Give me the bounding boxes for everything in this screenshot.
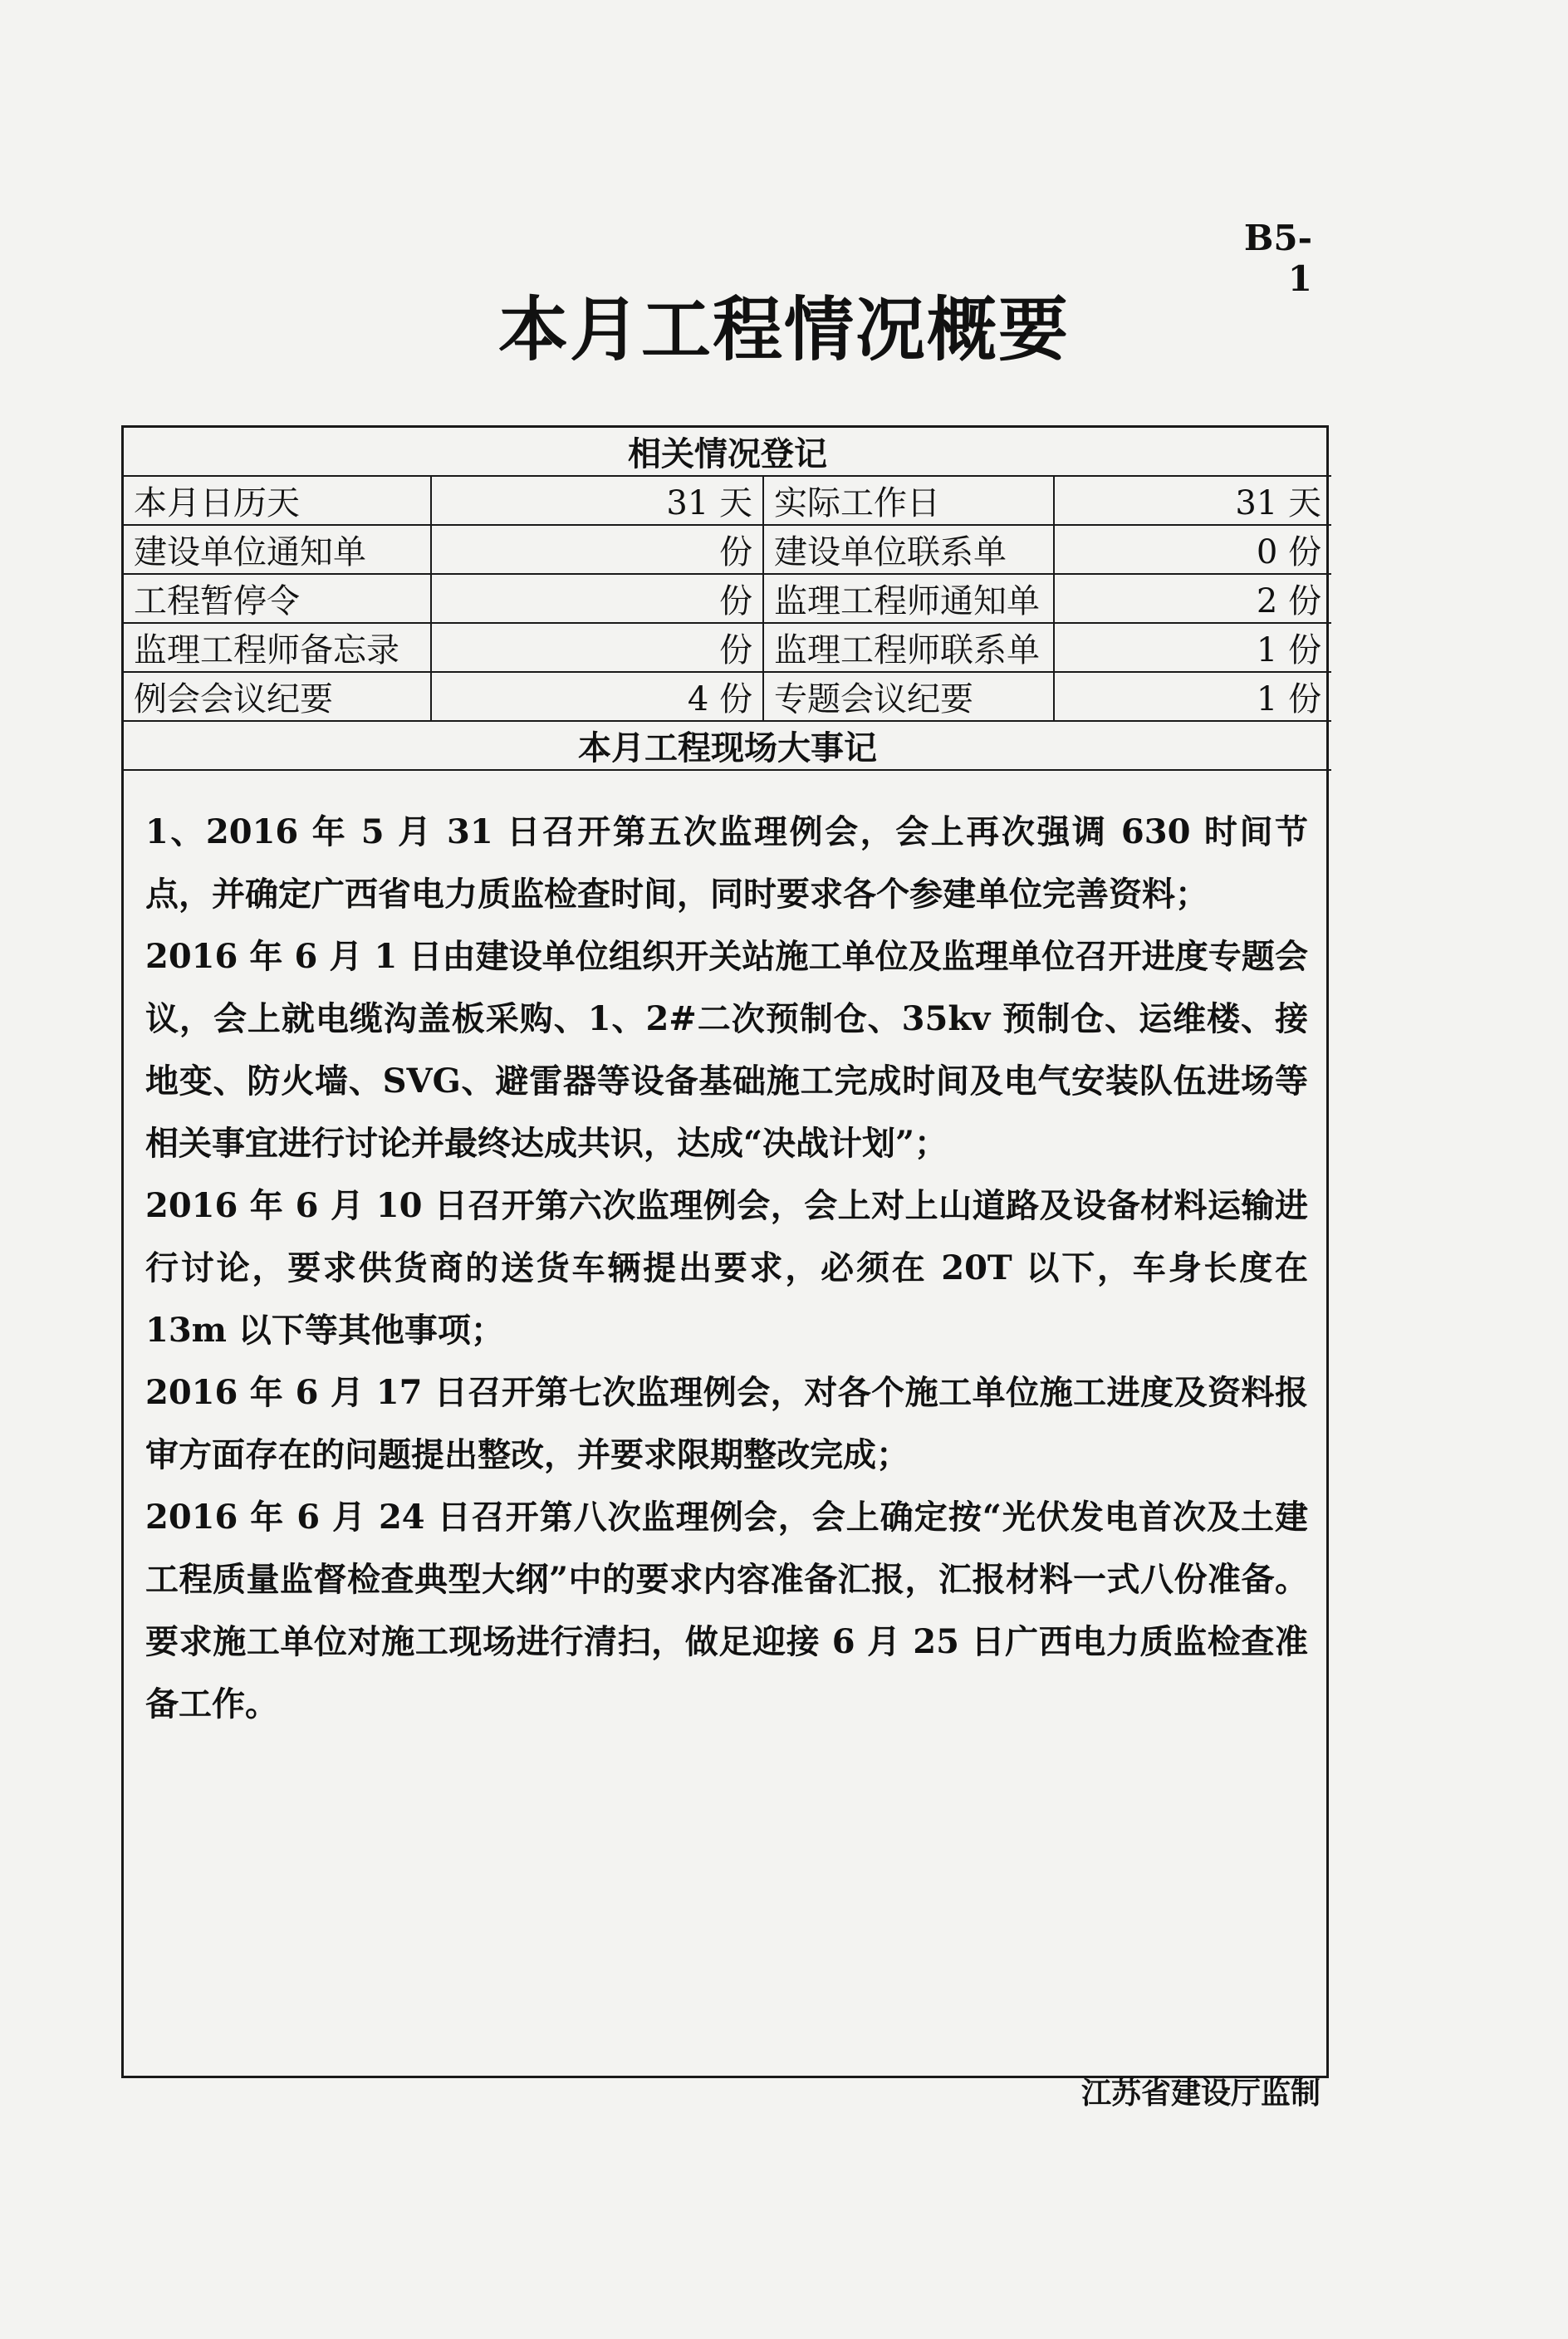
event-paragraph: 2016 年 6 月 10 日召开第六次监理例会，会上对上山道路及设备材料运输进行讨论，要求供货商的送货车辆提出要求，必须在 20T 以下，车身长度在 13m 以下等其他事项； (145, 1186, 1308, 1350)
special-minutes-label: 专题会议纪要 (763, 672, 1054, 721)
engineer-notice-label: 监理工程师通知单 (763, 574, 1054, 623)
calendar-days-value: 31 天 (431, 476, 763, 525)
work-days-value: 31 天 (1054, 476, 1331, 525)
registration-heading: 相关情况登记 (124, 428, 1331, 476)
table-row (124, 525, 1331, 574)
engineer-memo-label: 监理工程师备忘录 (124, 623, 431, 672)
owner-notice-label: 建设单位通知单 (124, 525, 431, 574)
special-minutes-value: 1 份 (1054, 672, 1331, 721)
table-row (124, 476, 1331, 525)
issuer-footer: 江苏省建设厅监制 (1080, 2077, 1321, 2111)
calendar-days-label: 本月日历天 (124, 476, 431, 525)
owner-contact-label: 建设单位联系单 (763, 525, 1054, 574)
work-days-label: 实际工作日 (763, 476, 1054, 525)
events-heading: 本月工程现场大事记 (124, 721, 1331, 770)
event-paragraph: 1、2016 年 5 月 31 日召开第五次监理例会，会上再次强调 630 时间节点，并确定广西省电力质监检查时间，同时要求各个参建单位完善资料； (145, 812, 1308, 914)
event-paragraph: 2016 年 6 月 1 日由建设单位组织开关站施工单位及监理单位召开进度专题会议，会上就电缆沟盖板采购、1、2#二次预制仓、35kv 预制仓、运维楼、接地变、防火墙、SVG、避雷器等设备基础施工完成时间及电气安装队伍进场等相关事宜进行讨论并最终达成共识，达成“决战计划”； (145, 937, 1308, 1163)
form-code: B5-1 (1243, 218, 1312, 299)
owner-notice-value: 份 (431, 525, 763, 574)
owner-contact-value: 0 份 (1054, 525, 1331, 574)
events-body (124, 771, 1326, 1735)
engineer-contact-label: 监理工程师联系单 (763, 623, 1054, 672)
regular-minutes-value: 4 份 (431, 672, 763, 721)
event-paragraph: 2016 年 6 月 24 日召开第八次监理例会，会上确定按“光伏发电首次及土建工程质量监督检查典型大纲”中的要求内容准备汇报，汇报材料一式八份准备。要求施工单位对施工现场进行清扫，做足迎接 6 月 25 日广西电力质监检查准备工作。 (145, 1498, 1308, 1724)
page-title: 本月工程情况概要 (497, 289, 1070, 370)
registration-table (124, 428, 1331, 771)
table-row (124, 574, 1331, 623)
engineer-memo-value: 份 (431, 623, 763, 672)
summary-sheet (121, 425, 1329, 2078)
table-row (124, 623, 1331, 672)
table-row (124, 672, 1331, 721)
suspension-order-label: 工程暂停令 (124, 574, 431, 623)
engineer-contact-value: 1 份 (1054, 623, 1331, 672)
suspension-order-value: 份 (431, 574, 763, 623)
regular-minutes-label: 例会会议纪要 (124, 672, 431, 721)
engineer-notice-value: 2 份 (1054, 574, 1331, 623)
event-paragraph: 2016 年 6 月 17 日召开第七次监理例会，对各个施工单位施工进度及资料报审方面存在的问题提出整改，并要求限期整改完成； (145, 1373, 1308, 1474)
